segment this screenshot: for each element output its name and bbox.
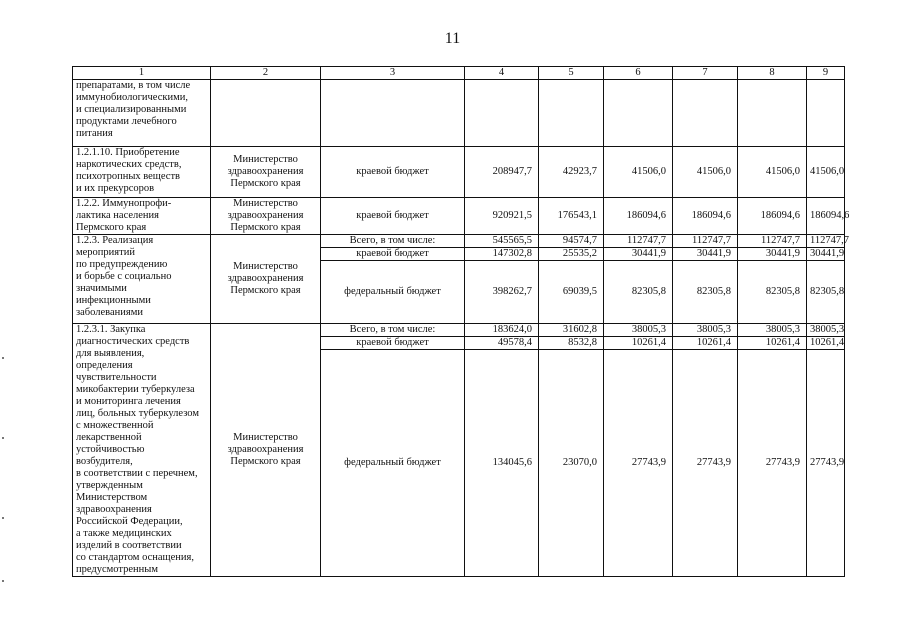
table-row bbox=[73, 147, 845, 198]
executor-cell: Министерство здравоохранения Пермского края bbox=[211, 198, 321, 235]
value-cell: 30441,9 bbox=[807, 248, 845, 261]
value-cell: 38005,3 bbox=[604, 324, 673, 337]
value-cell: 112747,7 bbox=[807, 235, 845, 248]
value-cell: 94574,7 bbox=[539, 235, 604, 248]
value-cell: 186094,6 bbox=[604, 198, 673, 235]
measure-name: 1.2.3. Реализация мероприятий по предупреждению и борьбе с социально значимыми инфекционными заболеваниями bbox=[73, 235, 211, 324]
value-cell: 82305,8 bbox=[673, 261, 738, 324]
column-header: 2 bbox=[211, 67, 321, 80]
value-cell: 545565,5 bbox=[465, 235, 539, 248]
value-cell: 49578,4 bbox=[465, 337, 539, 350]
table-row bbox=[73, 80, 845, 147]
value-cell: 23070,0 bbox=[539, 350, 604, 577]
value-cell: 38005,3 bbox=[673, 324, 738, 337]
column-header: 3 bbox=[321, 67, 465, 80]
executor-cell: Министерство здравоохранения Пермского края bbox=[211, 235, 321, 324]
value-cell: 183624,0 bbox=[465, 324, 539, 337]
value-cell: 30441,9 bbox=[738, 248, 807, 261]
value-cell: 42923,7 bbox=[539, 147, 604, 198]
table-row bbox=[73, 235, 845, 248]
value-cell: 186094,6 bbox=[673, 198, 738, 235]
value-cell: 25535,2 bbox=[539, 248, 604, 261]
value-cell: 10261,4 bbox=[807, 337, 845, 350]
value-cell: 176543,1 bbox=[539, 198, 604, 235]
value-cell: 186094,6 bbox=[807, 198, 845, 235]
value-cell: 112747,7 bbox=[738, 235, 807, 248]
value-cell: 27743,9 bbox=[807, 350, 845, 577]
value-cell bbox=[807, 80, 845, 147]
source-cell bbox=[321, 80, 465, 147]
funding-source: Всего, в том числе: bbox=[321, 324, 465, 337]
executor-cell: Министерство здравоохранения Пермского края bbox=[211, 147, 321, 198]
column-header: 5 bbox=[539, 67, 604, 80]
scan-mark bbox=[2, 357, 4, 359]
value-cell: 30441,9 bbox=[604, 248, 673, 261]
measure-name: препаратами, в том числе иммунобиологическими, и специализированными продуктами лечебного питания bbox=[73, 80, 211, 147]
measure-name: 1.2.3.1. Закупка диагностических средств для выявления, определения чувствительности микобактерии туберкулеза и мониторинга лечения лиц, больных туберкулезом с множественной лекарственной устойчивостью возбудителя, в соответствии с перечнем, утвержденным Министерством здравоохранения Российской Федерации, а также медицинских изделий в соответствии со стандартом оснащения, предусмотренным bbox=[73, 324, 211, 577]
value-cell: 10261,4 bbox=[738, 337, 807, 350]
funding-source: Всего, в том числе: bbox=[321, 235, 465, 248]
value-cell: 38005,3 bbox=[807, 324, 845, 337]
measure-name: 1.2.1.10. Приобретение наркотических средств, психотропных веществ и их прекурсоров bbox=[73, 147, 211, 198]
funding-source: краевой бюджет bbox=[321, 337, 465, 350]
value-cell: 82305,8 bbox=[604, 261, 673, 324]
value-cell: 38005,3 bbox=[738, 324, 807, 337]
value-cell: 920921,5 bbox=[465, 198, 539, 235]
executor-cell bbox=[211, 80, 321, 147]
value-cell: 41506,0 bbox=[604, 147, 673, 198]
value-cell: 27743,9 bbox=[673, 350, 738, 577]
funding-source: краевой бюджет bbox=[321, 147, 465, 198]
scan-mark bbox=[2, 580, 4, 582]
column-header: 8 bbox=[738, 67, 807, 80]
column-header: 7 bbox=[673, 67, 738, 80]
table-header-row bbox=[73, 67, 845, 80]
value-cell bbox=[604, 80, 673, 147]
value-cell bbox=[738, 80, 807, 147]
table-row bbox=[73, 198, 845, 235]
value-cell: 112747,7 bbox=[673, 235, 738, 248]
value-cell: 398262,7 bbox=[465, 261, 539, 324]
funding-source: федеральный бюджет bbox=[321, 350, 465, 577]
funding-source: федеральный бюджет bbox=[321, 261, 465, 324]
value-cell: 208947,7 bbox=[465, 147, 539, 198]
value-cell: 112747,7 bbox=[604, 235, 673, 248]
page-number: 11 bbox=[444, 30, 461, 47]
value-cell: 41506,0 bbox=[673, 147, 738, 198]
value-cell: 27743,9 bbox=[738, 350, 807, 577]
column-header: 9 bbox=[807, 67, 845, 80]
column-header: 4 bbox=[465, 67, 539, 80]
funding-source: краевой бюджет bbox=[321, 248, 465, 261]
value-cell bbox=[539, 80, 604, 147]
table-row bbox=[73, 324, 845, 337]
value-cell: 8532,8 bbox=[539, 337, 604, 350]
value-cell bbox=[465, 80, 539, 147]
value-cell: 82305,8 bbox=[807, 261, 845, 324]
value-cell: 134045,6 bbox=[465, 350, 539, 577]
value-cell: 30441,9 bbox=[673, 248, 738, 261]
value-cell: 41506,0 bbox=[807, 147, 845, 198]
value-cell: 186094,6 bbox=[738, 198, 807, 235]
scan-mark bbox=[2, 517, 4, 519]
value-cell: 27743,9 bbox=[604, 350, 673, 577]
measure-name: 1.2.2. Иммунопрофи- лактика населения Пермского края bbox=[73, 198, 211, 235]
value-cell: 69039,5 bbox=[539, 261, 604, 324]
value-cell: 10261,4 bbox=[673, 337, 738, 350]
value-cell bbox=[673, 80, 738, 147]
value-cell: 147302,8 bbox=[465, 248, 539, 261]
budget-table bbox=[72, 66, 850, 577]
table-body bbox=[73, 67, 850, 577]
column-header: 6 bbox=[604, 67, 673, 80]
funding-source: краевой бюджет bbox=[321, 198, 465, 235]
value-cell: 31602,8 bbox=[539, 324, 604, 337]
value-cell: 41506,0 bbox=[738, 147, 807, 198]
value-cell: 10261,4 bbox=[604, 337, 673, 350]
executor-cell: Министерство здравоохранения Пермского края bbox=[211, 324, 321, 577]
value-cell: 82305,8 bbox=[738, 261, 807, 324]
scan-mark bbox=[2, 437, 4, 439]
column-header: 1 bbox=[73, 67, 211, 80]
